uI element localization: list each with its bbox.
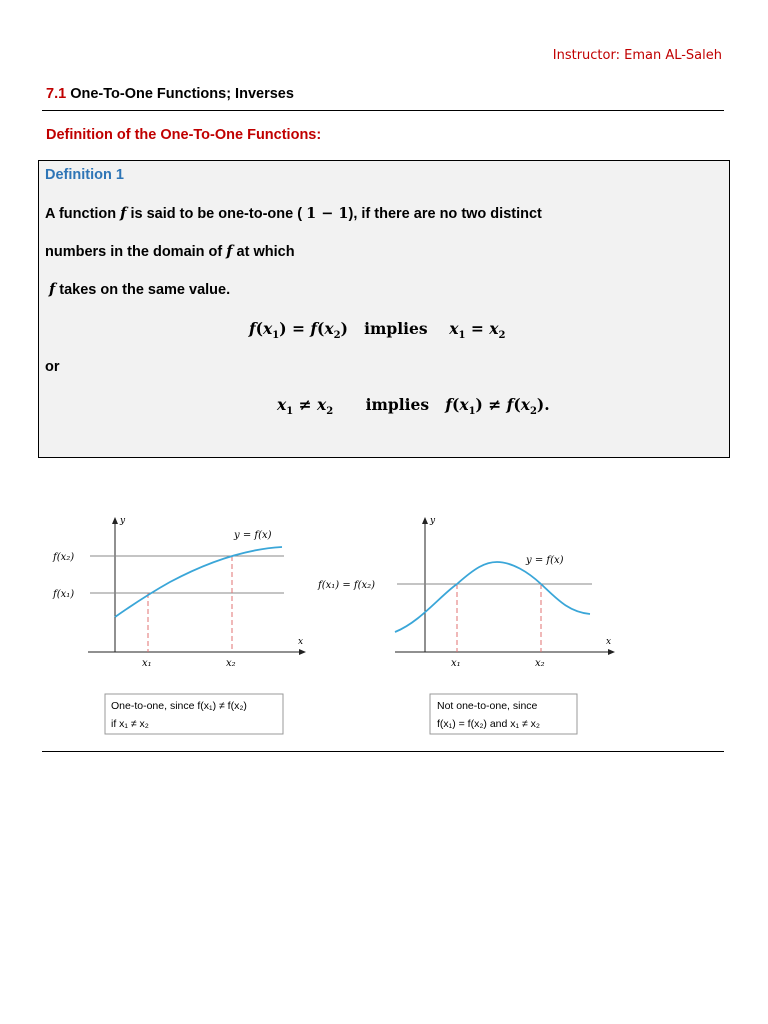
right-x-label: x bbox=[606, 637, 612, 647]
left-curve-label: y = f(x) bbox=[234, 530, 272, 541]
left-curve bbox=[115, 547, 282, 617]
one-to-one-graph bbox=[52, 516, 305, 734]
not-one-to-one-graph bbox=[317, 516, 614, 734]
or-text: or bbox=[45, 359, 60, 375]
right-tick-x1: x₁ bbox=[451, 658, 461, 669]
right-caption-line-1: Not one-to-one, since bbox=[437, 700, 538, 712]
definition-line-2: numbers in the domain of f at which bbox=[45, 243, 295, 260]
definition-line-1: A function f is said to be one-to-one ( 1 − 1), if there are no two distinct bbox=[45, 205, 542, 222]
left-label-fx1: f(x₁) bbox=[53, 589, 75, 600]
top-divider bbox=[42, 110, 724, 111]
definition-line-3: f takes on the same value. bbox=[49, 281, 231, 298]
section-title bbox=[46, 86, 294, 102]
right-tick-x2: x₂ bbox=[535, 658, 545, 669]
left-tick-x2: x₂ bbox=[226, 658, 236, 669]
function-figures bbox=[0, 500, 768, 760]
instructor-name: Instructor: Eman AL-Saleh bbox=[552, 48, 722, 63]
right-curve-label: y = f(x) bbox=[526, 555, 564, 566]
left-tick-x1: x₁ bbox=[142, 658, 152, 669]
right-caption-line-2: f(x₁) = f(x₂) and x₁ ≠ x₂ bbox=[437, 718, 540, 730]
right-curve bbox=[395, 562, 590, 632]
left-y-label: y bbox=[120, 516, 126, 526]
left-caption-line-1: One-to-one, since f(x₁) ≠ f(x₂) bbox=[111, 700, 247, 712]
definition-box bbox=[38, 160, 730, 458]
section-title-text: One-To-One Functions; Inverses bbox=[70, 86, 294, 102]
bottom-divider bbox=[42, 751, 724, 752]
definition-heading: Definition of the One-To-One Functions: bbox=[46, 127, 322, 143]
equation-1: $f(x_1) = f(x_2)$ implies $x_1 = x_2$ bbox=[249, 319, 506, 342]
left-x-label: x bbox=[298, 637, 304, 647]
equation-2: $x_1 \ne x_2$ implies $f(x_1) \ne f(x_2)$. bbox=[277, 395, 550, 418]
left-caption-line-2: if x₁ ≠ x₂ bbox=[111, 718, 149, 730]
right-label-equal: f(x₁) = f(x₂) bbox=[318, 580, 376, 591]
definition-title: Definition 1 bbox=[45, 167, 124, 183]
section-number: 7.1 bbox=[46, 86, 67, 102]
right-y-label: y bbox=[430, 516, 436, 526]
left-label-fx2: f(x₂) bbox=[53, 552, 75, 563]
